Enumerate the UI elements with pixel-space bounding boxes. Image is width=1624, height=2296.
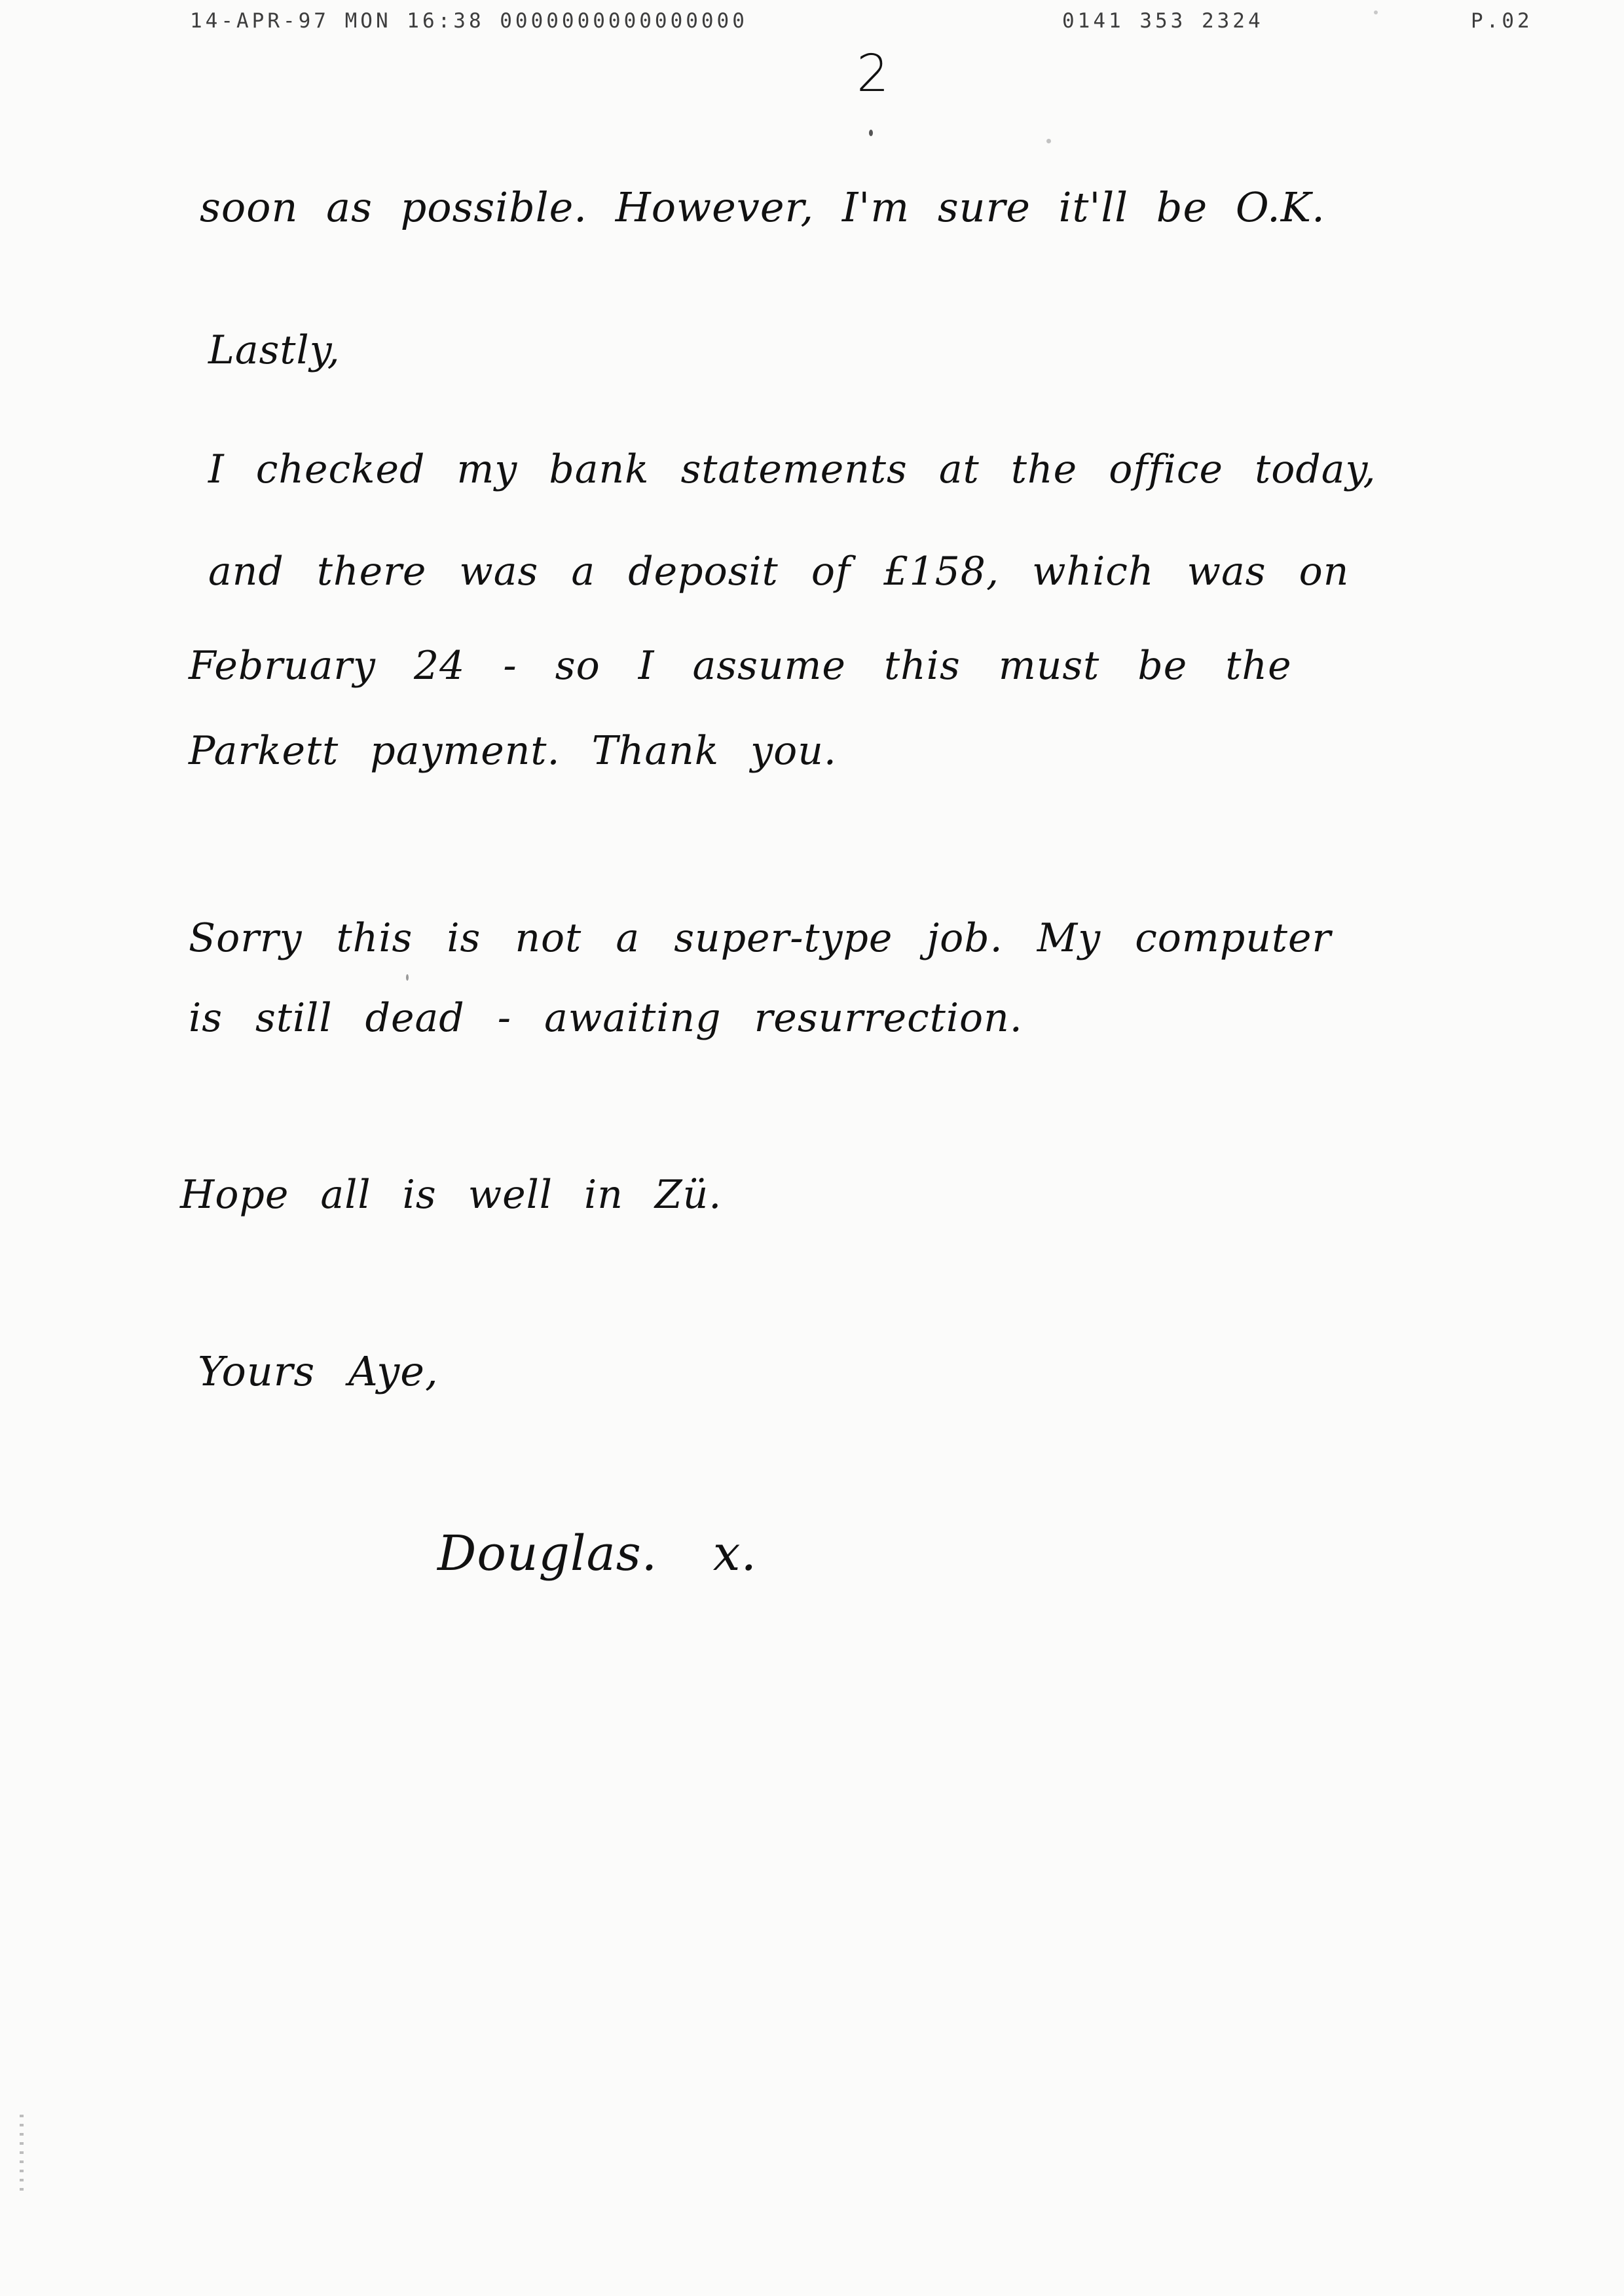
letter-line: February 24 - so I assume this must be the [189, 643, 1292, 689]
letter-line: Hope all is well in Zü. [180, 1172, 722, 1218]
letter-closing: Yours Aye, [198, 1347, 439, 1395]
scan-speck [1046, 139, 1051, 143]
fax-page-number: P.02 [1471, 9, 1533, 33]
fax-header [0, 9, 1624, 48]
fax-timestamp-line: 14-APR-97 MON 16:38 0000000000000000 [190, 9, 748, 33]
letter-line: is still dead - awaiting resurrection. [189, 995, 1023, 1041]
scan-speck [1374, 10, 1378, 14]
scan-edge-marks [20, 2115, 24, 2193]
letter-line: and there was a deposit of £158, which was on [208, 549, 1350, 594]
fax-phone-number: 0141 353 2324 [1062, 9, 1264, 33]
scan-speck [406, 974, 409, 981]
letter-line: Lastly, [208, 327, 341, 373]
letter-line: soon as possible. However, I'm sure it'll be O.K. [200, 183, 1325, 231]
signature: Douglas. x. [437, 1525, 757, 1582]
handwritten-page-number: 2 [857, 45, 890, 103]
letter-line: Parkett payment. Thank you. [189, 728, 837, 774]
letter-line: Sorry this is not a super-type job. My computer [189, 915, 1332, 961]
scan-speck [869, 130, 873, 136]
letter-line: I checked my bank statements at the office today, [208, 446, 1376, 492]
